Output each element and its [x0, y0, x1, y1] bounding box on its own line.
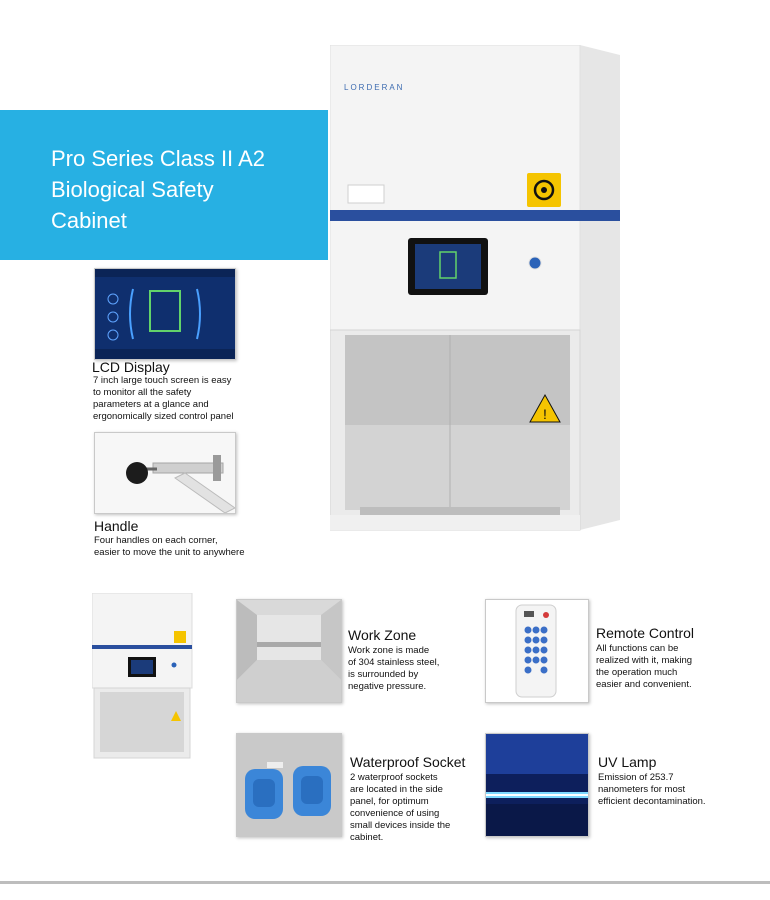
waterproof-socket-text-1: 2 waterproof sockets [350, 772, 438, 783]
product-title-line-1: Pro Series Class II A2 [51, 146, 265, 171]
cabinet-illustration [330, 45, 620, 535]
work-zone-text-3: is surrounded by [348, 669, 419, 680]
uv-lamp-text-2: nanometers for most [598, 784, 686, 795]
lcd-description [93, 375, 293, 423]
remote-control-image [486, 600, 588, 702]
remote-control-text-3: the operation much [596, 667, 678, 678]
lcd-text-1: 7 inch large touch screen is easy [93, 375, 232, 386]
work-zone-text-1: Work zone is made [348, 645, 430, 656]
work-zone-text-2: of 304 stainless steel, [348, 657, 440, 668]
handle-text-1: Four handles on each corner, [94, 535, 218, 546]
handle-thumbnail [94, 432, 236, 514]
waterproof-socket-text-4: convenience of using [350, 808, 440, 819]
handle-text-2: easier to move the unit to anywhere [94, 547, 245, 558]
lcd-title: LCD Display [92, 359, 170, 375]
bottom-divider [0, 881, 770, 884]
work-zone-text-4: negative pressure. [348, 681, 427, 692]
lcd-thumbnail [94, 268, 236, 360]
waterproof-socket-description [350, 772, 480, 844]
uv-lamp-text-3: efficient decontamination. [598, 796, 706, 807]
lcd-screen-image [95, 269, 235, 359]
uv-lamp-title: UV Lamp [598, 754, 657, 770]
uv-lamp-description [598, 772, 758, 808]
work-zone-description [348, 645, 478, 693]
work-zone-image [237, 600, 341, 702]
work-zone-title: Work Zone [348, 627, 417, 643]
waterproof-socket-image [237, 734, 341, 836]
waterproof-socket-thumbnail [236, 733, 342, 837]
remote-control-thumbnail [485, 599, 589, 703]
lcd-text-2: to monitor all the safety [93, 387, 192, 398]
small-cabinet-illustration [92, 593, 194, 763]
uv-lamp-image [486, 734, 588, 836]
waterproof-socket-text-3: panel, for optimum [350, 796, 429, 807]
waterproof-socket-text-6: cabinet. [350, 832, 384, 843]
waterproof-socket-text-5: small devices inside the [350, 820, 451, 831]
lcd-text-4: ergonomically sized control panel [93, 411, 234, 422]
work-zone-thumbnail [236, 599, 342, 703]
remote-control-text-2: realized with it, making [596, 655, 693, 666]
remote-control-text-1: All functions can be [596, 643, 679, 654]
product-title [51, 143, 321, 236]
handle-image [95, 433, 235, 513]
handle-description [94, 535, 304, 559]
uv-lamp-text-1: Emission of 253.7 [598, 772, 674, 783]
cabinet-image [330, 45, 620, 535]
brand-logo: LORDERAN [344, 83, 405, 92]
waterproof-socket-text-2: are located in the side [350, 784, 443, 795]
lcd-text-3: parameters at a glance and [93, 399, 209, 410]
remote-control-text-4: easier and convenient. [596, 679, 692, 690]
uv-lamp-thumbnail [485, 733, 589, 837]
product-title-line-3: Cabinet [51, 208, 127, 233]
svg-text:!: ! [543, 406, 547, 422]
small-cabinet-image [92, 593, 194, 763]
waterproof-socket-title: Waterproof Socket [350, 754, 466, 770]
remote-control-title: Remote Control [596, 625, 695, 641]
remote-control-description [596, 643, 756, 691]
product-title-line-2: Biological Safety [51, 177, 214, 202]
handle-title: Handle [94, 518, 139, 534]
